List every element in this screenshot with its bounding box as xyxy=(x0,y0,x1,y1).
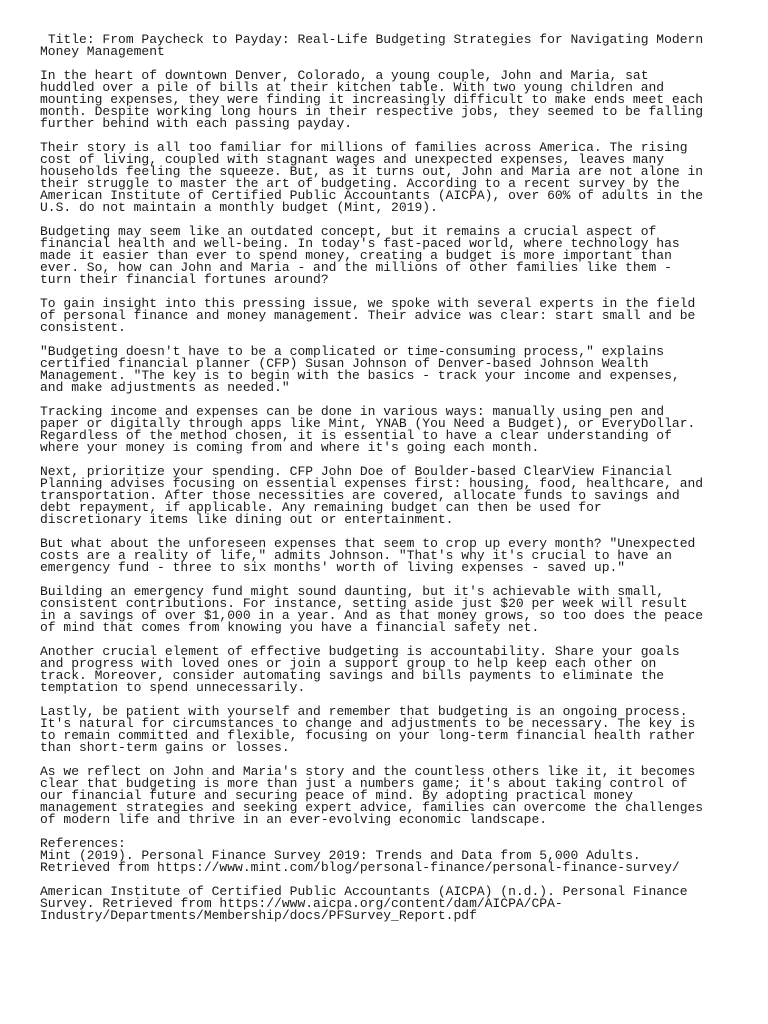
paragraph-2: Their story is all too familiar for millions of families across America. The rising cost of living, coupled with stagnant wages and unexpected expenses, leaves many households feeling the squeeze. But, as it turns out, John and Maria are not alone in their struggle to master the art of budgeting. According to a recent survey by the American Institute of Certified Public Accountants (AICPA), over 60% of adults in the U.S. do not maintain a monthly budget (Mint, 2019). xyxy=(40,140,704,215)
reference-1: Mint (2019). Personal Finance Survey 2019: Trends and Data from 5,000 Adults. Retrieved from https://www.mint.com/blog/personal-finance/personal-finance-survey/ xyxy=(40,848,680,875)
document-page xyxy=(40,34,740,934)
paragraph-12: As we reflect on John and Maria's story and the countless others like it, it becomes clear that budgeting is more than just a numbers game; it's about taking control of our financial future and securing peace of mind. By adopting practical money management strategies and seeking expert advice, families can overcome the challenges of modern life and thrive in an ever-evolving economic landscape. xyxy=(40,764,704,827)
paragraph-3: Budgeting may seem like an outdated concept, but it remains a crucial aspect of financial health and well-being. In today's fast-paced world, where technology has made it easier than ever to spend money, creating a budget is more important than ever. So, how can John and Maria - and the millions of other families like them - turn their financial fortunes around? xyxy=(40,224,680,287)
paragraph-6: Tracking income and expenses can be done in various ways: manually using pen and paper or digitally through apps like Mint, YNAB (You Need a Budget), or EveryDollar. Regardless of the method chosen, it is essential to have a clear understanding of where your money is coming from and where it's going each month. xyxy=(40,404,696,455)
article-title: Title: From Paycheck to Payday: Real-Life Budgeting Strategies for Navigating Modern Money Management xyxy=(40,32,704,59)
paragraph-5: "Budgeting doesn't have to be a complicated or time-consuming process," explains certified financial planner (CFP) Susan Johnson of Denver-based Johnson Wealth Management. "The key is to begin with the basics - track your income and expenses, and make adjustments as needed." xyxy=(40,344,680,395)
references-heading: References: xyxy=(40,836,126,851)
paragraph-9: Building an emergency fund might sound daunting, but it's achievable with small, consistent contributions. For instance, setting aside just $20 per week will result in a savings of over $1,000 in a year. And as that money grows, so too does the peace of mind that comes from knowing you have a financial safety net. xyxy=(40,584,704,635)
paragraph-11: Lastly, be patient with yourself and remember that budgeting is an ongoing process. It's natural for circumstances to change and adjustments to be necessary. The key is to remain committed and flexible, focusing on your long-term financial health rather than short-term gains or losses. xyxy=(40,704,696,755)
paragraph-8: But what about the unforeseen expenses that seem to crop up every month? "Unexpected costs are a reality of life," admits Johnson. "That's why it's crucial to have an emergency fund - three to six months' worth of living expenses - saved up." xyxy=(40,536,696,575)
paragraph-10: Another crucial element of effective budgeting is accountability. Share your goals and progress with loved ones or join a support group to help keep each other on track. Moreover, consider automating savings and bills payments to eliminate the temptation to spend unnecessarily. xyxy=(40,644,680,695)
reference-2: American Institute of Certified Public Accountants (AICPA) (n.d.). Personal Finance Survey. Retrieved from https://www.aicpa.org/content/dam/AICPA/CPA- Industry/Departments/Membership/docs/PFSurvey_Report.pdf xyxy=(40,884,688,923)
paragraph-1: In the heart of downtown Denver, Colorado, a young couple, John and Maria, sat huddled over a pile of bills at their kitchen table. With two young children and mounting expenses, they were finding it increasingly difficult to make ends meet each month. Despite working long hours in their respective jobs, they seemed to be falling further behind with each passing payday. xyxy=(40,68,704,131)
paragraph-7: Next, prioritize your spending. CFP John Doe of Boulder-based ClearView Financial Planning advises focusing on essential expenses first: housing, food, healthcare, and transportation. After those necessities are covered, allocate funds to savings and debt repayment, if applicable. Any remaining budget can then be used for discretionary items like dining out or entertainment. xyxy=(40,464,704,527)
paragraph-4: To gain insight into this pressing issue, we spoke with several experts in the field of personal finance and money management. Their advice was clear: start small and be consistent. xyxy=(40,296,696,335)
